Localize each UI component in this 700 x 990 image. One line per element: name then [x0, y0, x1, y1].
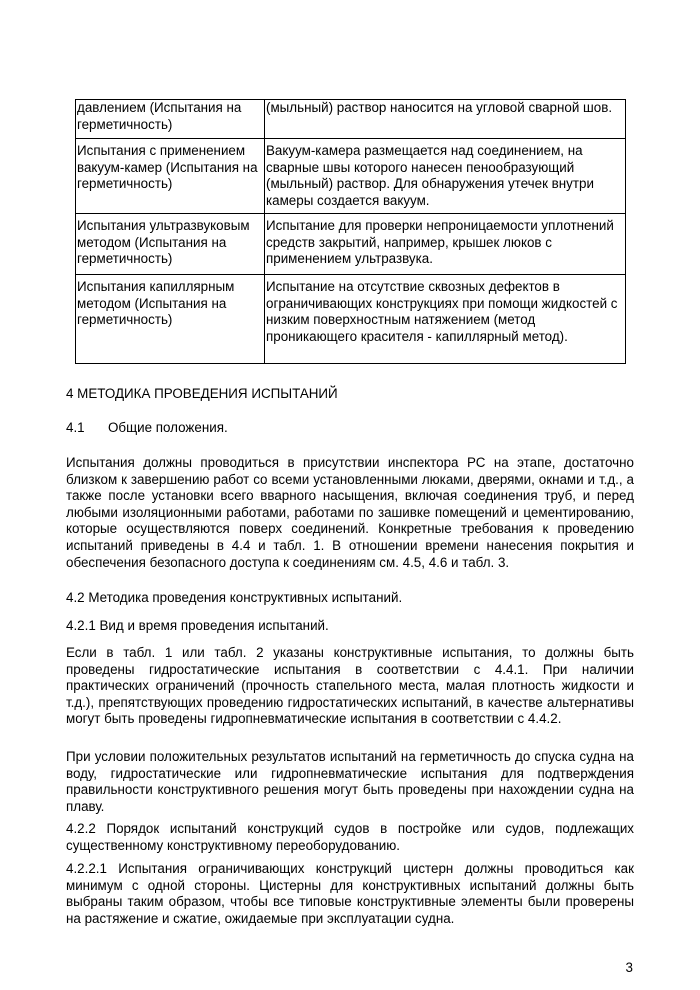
table-cell-method: Испытания ультразвуковым методом (Испытания на герметичность) [76, 214, 265, 275]
section-heading: 4 МЕТОДИКА ПРОВЕДЕНИЯ ИСПЫТАНИЙ [66, 386, 338, 401]
table-cell-description: Испытание на отсутствие сквозных дефектов в ограничивающих конструкциях при помощи жидкостей с низким поверхностным натяжением (метод проникающего красителя - капиллярный метод). [265, 275, 626, 364]
paragraph-test-type: Если в табл. 1 или табл. 2 указаны конструктивные испытания, то должны быть проведены гидростатические испытания в соответствии с 4.4.1. При наличии практических ограничений (прочность стапельного места, малая плотность жидкости и т.д.), препятствующих проведению гидростатических испытаний, в качестве альтернативы могут быть проведены гидропневматические испытания в соответствии с 4.4.2. [66, 645, 634, 727]
subsection-title: Общие положения. [108, 420, 228, 435]
subsection-heading-4-2: 4.2 Методика проведения конструктивных испытаний. [66, 590, 403, 605]
test-methods-table [75, 99, 626, 364]
paragraph-general: Испытания должны проводиться в присутствии инспектора РС на этапе, достаточно близком к завершению работ со всеми установленными люками, дверями, окнами и т.д., а также после установки всего вварного насыщения, включая соединения труб, и перед любыми изоляционными работами, работами по зашивке помещений и цементированию, которые осуществляются поверх соединений. Конкретные требования к проведению испытаний приведены в 4.4 и табл. 1. В отношении времени нанесения покрытия и обеспечения безопасного доступа к соединениям см. 4.5, 4.6 и табл. 3. [66, 455, 634, 570]
table-row [76, 214, 626, 275]
page-number: 3 [625, 960, 633, 975]
paragraph-4-2-2: 4.2.2 Порядок испытаний конструкций судов в постройке или судов, подлежащих существенному конструктивному переоборудованию. [66, 821, 634, 853]
table-row [76, 275, 626, 364]
table-cell-description: Испытание для проверки непроницаемости уплотнений средств закрытий, например, крышек люков с применением ультразвука. [265, 214, 626, 275]
table-row [76, 100, 626, 139]
subsection-heading-4-2-1: 4.2.1 Вид и время проведения испытаний. [66, 618, 329, 633]
table-row [76, 139, 626, 214]
subsection-heading-4-1 [66, 420, 634, 437]
table-cell-description: Вакуум-камера размещается над соединением, на сварные швы которого нанесен пенообразующий (мыльный) раствор. Для обнаружения утечек внутри камеры создается вакуум. [265, 139, 626, 214]
paragraph-4-2-2-1: 4.2.2.1 Испытания ограничивающих конструкций цистерн должны проводиться как минимум с одной стороны. Цистерны для конструктивных испытаний должны быть выбраны таким образом, чтобы все типовые конструктивные элементы были проверены на растяжение и сжатие, ожидаемые при эксплуатации судна. [66, 861, 634, 926]
table-cell-description: (мыльный) раствор наносится на угловой сварной шов. [265, 100, 626, 139]
paragraph-afloat: При условии положительных результатов испытаний на герметичность до спуска судна на воду, гидростатические или гидропневматические испытания для подтверждения правильности конструктивного решения могут быть проведены при нахождении судна на плаву. [66, 749, 634, 814]
subsection-number: 4.1 [66, 420, 85, 435]
table-cell-method: Испытания с применением вакуум-камер (Испытания на герметичность) [76, 139, 265, 214]
table-cell-method: Испытания капиллярным методом (Испытания на герметичность) [76, 275, 265, 364]
table-cell-method: давлением (Испытания на герметичность) [76, 100, 265, 139]
